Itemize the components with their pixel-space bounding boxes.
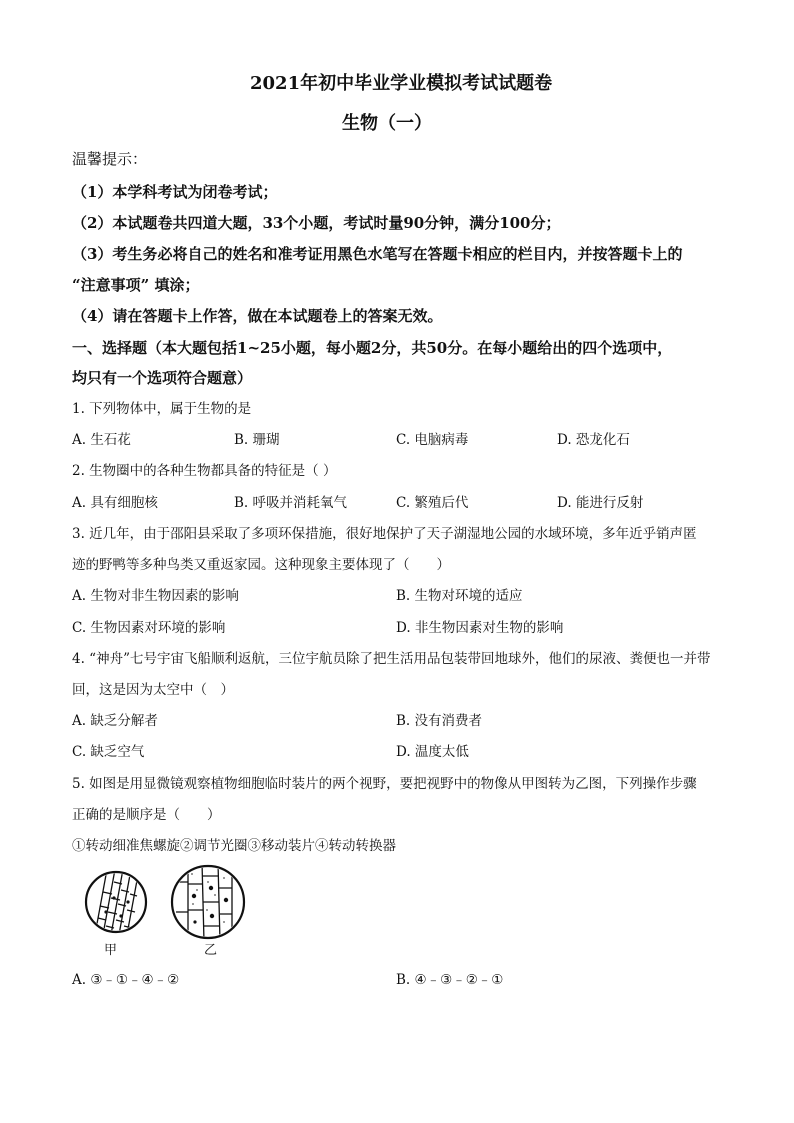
question-5-steps: ①转动细准焦螺旋②调节光圈③移动装片④转动转换器 [72, 838, 396, 854]
question-5-option-a: A. ③﹣①﹣④﹣② [72, 972, 180, 988]
exam-title: 2021年初中毕业学业模拟考试试题卷 [250, 73, 553, 94]
tip-item: （1）本学科考试为闭卷考试； [72, 183, 278, 201]
question-4-option-a: A. 缺乏分解者 [72, 713, 158, 729]
section-heading: 均只有一个选项符合题意） [72, 369, 253, 387]
tip-item: （2）本试题卷共四道大题，33个小题，考试时量90分钟，满分100分； [72, 214, 561, 232]
exam-subtitle: 生物（一） [342, 113, 432, 134]
microscope-views-figure [72, 862, 272, 962]
question-2-option-d: D. 能进行反射 [557, 495, 644, 511]
question-4-option-b: B. 没有消费者 [396, 713, 483, 729]
question-5-text: 5. 如图是用显微镜观察植物细胞临时装片的两个视野，要把视野中的物像从甲图转为乙图，下列操作步骤 [72, 776, 697, 792]
question-4-text: 4. “神舟”七号宇宙飞船顺利返航，三位宇航员除了把生活用品包装带回地球外，他们的尿液、粪便也一并带 [72, 651, 711, 667]
question-3-text: 3. 近几年，由于邵阳县采取了多项环保措施，很好地保护了天子湖湿地公园的水域环境，多年近乎销声匿 [72, 526, 697, 542]
question-2-option-c: C. 繁殖后代 [396, 495, 469, 511]
view-jia-illustration [86, 864, 146, 940]
question-2-option-b: B. 呼吸并消耗氧气 [234, 495, 348, 511]
figure-label-yi: 乙 [204, 943, 218, 958]
question-1-option-c: C. 电脑病毒 [396, 432, 469, 448]
tip-item: “注意事项” 填涂； [72, 276, 200, 294]
section-heading: 一、选择题（本大题包括1~25小题，每小题2分，共50分。在每小题给出的四个选项中， [72, 339, 673, 357]
question-5-option-b: B. ④﹣③﹣②﹣① [396, 972, 504, 988]
question-3-option-d: D. 非生物因素对生物的影响 [396, 620, 564, 636]
question-1-option-b: B. 珊瑚 [234, 432, 280, 448]
tip-item: （3）考生务必将自己的姓名和准考证用黑色水笔写在答题卡相应的栏目内，并按答题卡上的 [72, 245, 683, 263]
question-4-option-c: C. 缺乏空气 [72, 744, 145, 760]
tips-label: 温馨提示： [72, 150, 148, 168]
question-3-option-c: C. 生物因素对环境的影响 [72, 620, 226, 636]
question-1-option-d: D. 恐龙化石 [557, 432, 630, 448]
question-1-option-a: A. 生石花 [72, 432, 131, 448]
question-2-text: 2. 生物圈中的各种生物都具备的特征是（ ） [72, 463, 337, 479]
question-3-text: 迹的野鸭等多种鸟类又重返家园。这种现象主要体现了（ ） [72, 557, 450, 573]
question-5-text: 正确的是顺序是（ ） [72, 807, 221, 823]
question-4-option-d: D. 温度太低 [396, 744, 469, 760]
view-yi-illustration [172, 862, 244, 942]
question-4-text: 回，这是因为太空中（ ） [72, 682, 234, 698]
figure-label-jia: 甲 [104, 943, 118, 958]
question-3-option-a: A. 生物对非生物因素的影响 [72, 588, 239, 604]
tip-item: （4）请在答题卡上作答，做在本试题卷上的答案无效。 [72, 307, 443, 325]
question-2-option-a: A. 具有细胞核 [72, 495, 158, 511]
question-1-text: 1. 下列物体中，属于生物的是 [72, 401, 252, 417]
question-3-option-b: B. 生物对环境的适应 [396, 588, 523, 604]
